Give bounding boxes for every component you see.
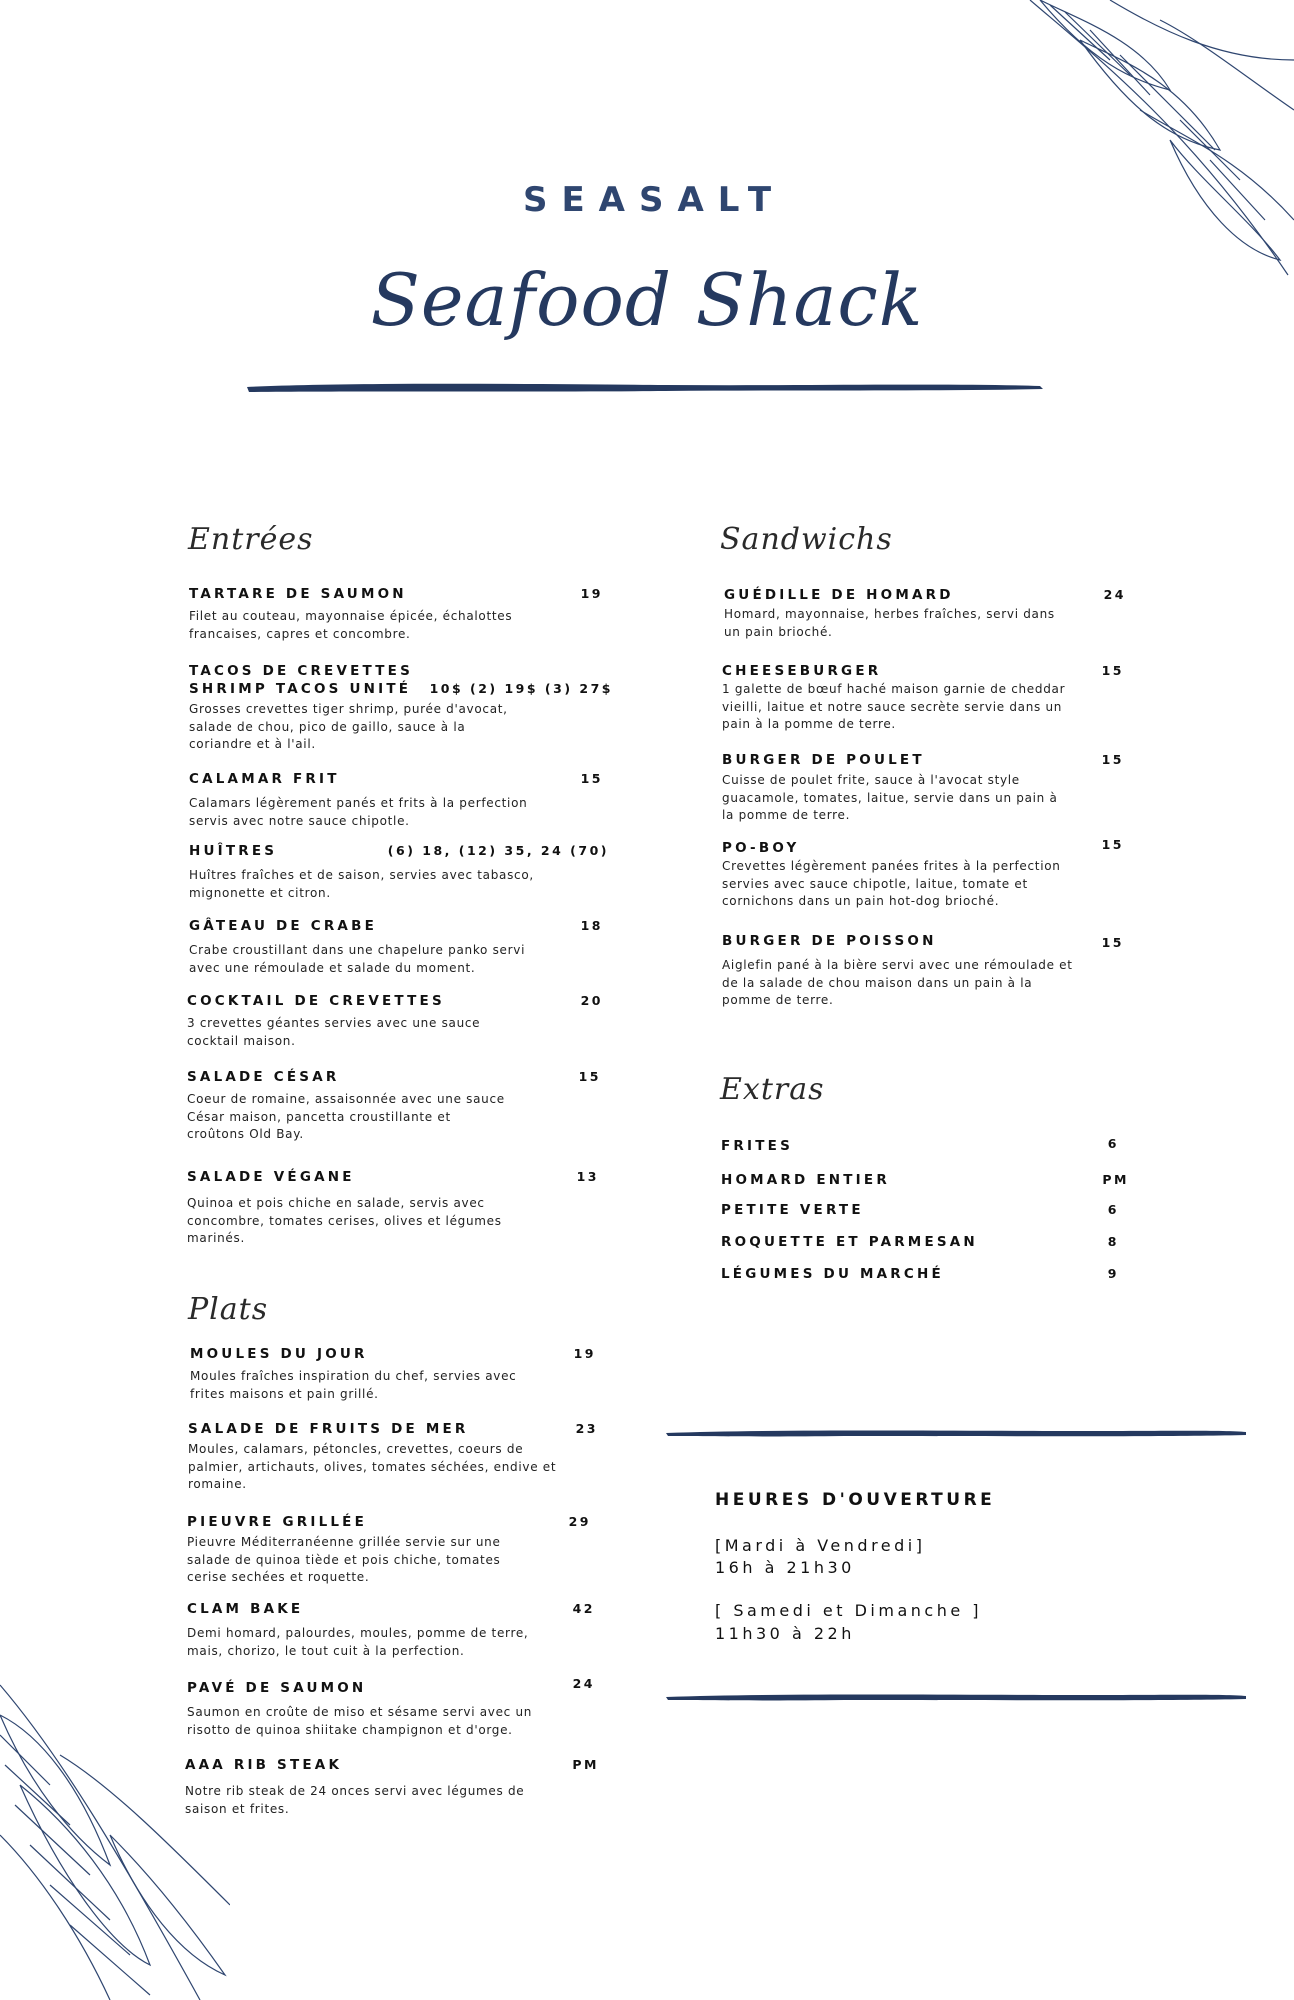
item-description: Cuisse de poulet frite, sauce à l'avocat style guacamole, tomates, laitue, servie dans un pain à la pomme de terre. [722, 773, 1058, 822]
item-description: Saumon en croûte de miso et sésame servi avec un risotto de quinoa shiitake champignon et d'orge. [187, 1705, 533, 1737]
brush-divider-hours-top [664, 1426, 1248, 1440]
item-description: Moules fraîches inspiration du chef, servies avec frites maisons et pain grillé. [190, 1369, 517, 1401]
item-price: 8 [1107, 1234, 1119, 1249]
hours-title: HEURES D'OUVERTURE [715, 1490, 996, 1510]
leaf-illustration-top-right-icon [1020, 0, 1294, 290]
item-price: PM [1102, 1172, 1129, 1187]
item-description: Crevettes légèrement panées frites à la perfection servies avec sauce chipotle, laitue, tomate et cornichons dans un pain hot-dog brioché. [722, 859, 1061, 908]
item-name: SALADE DE FRUITS DE MER [188, 1421, 469, 1437]
item-description: 1 galette de bœuf haché maison garnie de cheddar vieilli, laitue et notre sauce secrète servie dans un pain à la pomme de terre. [722, 682, 1066, 731]
hours-weekend-time: 11h30 à 22h [715, 1624, 855, 1643]
item-price: 10$ (2) 19$ (3) 27$ [429, 681, 613, 696]
item-description: Pieuvre Méditerranéenne grillée servie sur une salade de quinoa tiède et pois chiche, tomates cerise sechées et roquette. [187, 1535, 501, 1584]
item-description: Huîtres fraîches et de saison, servies avec tabasco, mignonette et citron. [189, 868, 534, 900]
item-description: Filet au couteau, mayonnaise épicée, échalottes francaises, capres et concombre. [189, 609, 513, 641]
item-name: SALADE CÉSAR [187, 1069, 340, 1085]
item-name: TACOS DE CREVETTES [189, 663, 414, 679]
item-name: MOULES DU JOUR [190, 1346, 368, 1362]
item-name: ROQUETTE ET PARMESAN [721, 1234, 978, 1250]
item-description: Homard, mayonnaise, herbes fraîches, servi dans un pain brioché. [724, 607, 1055, 639]
item-name: FRITES [721, 1138, 793, 1154]
item-price: 23 [575, 1421, 598, 1436]
item-name: BURGER DE POISSON [722, 933, 937, 949]
item-name: CALAMAR FRIT [189, 771, 340, 787]
item-price: 15 [580, 771, 603, 786]
item-price: 19 [580, 586, 603, 601]
item-price: 6 [1107, 1202, 1119, 1217]
brush-divider-top [245, 378, 1045, 396]
item-description: Quinoa et pois chiche en salade, servis avec concombre, tomates cerises, olives et légumes marinés. [187, 1196, 502, 1245]
item-name: TARTARE DE SAUMON [189, 586, 407, 602]
hours-weekend-label: [ Samedi et Dimanche ] [715, 1601, 983, 1620]
item-description: Demi homard, palourdes, moules, pomme de terre, mais, chorizo, le tout cuit à la perfection. [187, 1626, 529, 1658]
brand-name: SEASALT [522, 180, 786, 220]
item-name: HUÎTRES [189, 843, 278, 859]
hours-weekday-time: 16h à 21h30 [715, 1558, 855, 1577]
item-name-secondary: SHRIMP TACOS UNITÉ [189, 681, 412, 697]
item-description: Moules, calamars, pétoncles, crevettes, coeurs de palmier, artichauts, olives, tomates séchées, endive et romaine. [188, 1442, 557, 1491]
item-price: 42 [572, 1601, 595, 1616]
item-name: PO-BOY [722, 840, 800, 856]
item-price: 6 [1107, 1136, 1119, 1151]
item-price: 15 [578, 1069, 601, 1084]
section-title-extras: Extras [720, 1072, 825, 1107]
item-name: SALADE VÉGANE [187, 1169, 355, 1185]
item-price: 15 [1101, 752, 1124, 767]
item-price: 15 [1101, 837, 1124, 852]
item-name: HOMARD ENTIER [721, 1172, 890, 1188]
item-name: AAA RIB STEAK [185, 1757, 343, 1773]
item-name: COCKTAIL DE CREVETTES [187, 993, 445, 1009]
brush-divider-hours-bottom [664, 1690, 1248, 1704]
item-description: Grosses crevettes tiger shrimp, purée d'avocat, salade de chou, pico de gaillo, sauce à la coriandre et à l'ail. [189, 702, 508, 751]
item-price: 15 [1101, 663, 1124, 678]
item-name: LÉGUMES DU MARCHÉ [721, 1266, 944, 1282]
item-name: GÂTEAU DE CRABE [189, 918, 377, 934]
section-title-plats: Plats [188, 1292, 269, 1327]
item-price: 9 [1107, 1266, 1119, 1281]
section-title-entrees: Entrées [188, 522, 314, 557]
item-description: Aiglefin pané à la bière servi avec une rémoulade et de la salade de chou maison dans un pain à la pomme de terre. [722, 958, 1073, 1007]
item-description: Crabe croustillant dans une chapelure panko servi avec une rémoulade et salade du moment. [189, 943, 526, 975]
item-description: 3 crevettes géantes servies avec une sauce cocktail maison. [187, 1016, 481, 1048]
item-name: CLAM BAKE [187, 1601, 304, 1617]
item-price: 18 [580, 918, 603, 933]
restaurant-subtitle: Seafood Shack [370, 258, 924, 342]
item-price: (6) 18, (12) 35, 24 (70) [387, 843, 609, 858]
item-name: PETITE VERTE [721, 1202, 864, 1218]
item-price: 29 [568, 1514, 591, 1529]
item-name: PAVÉ DE SAUMON [187, 1680, 367, 1696]
item-price: 20 [580, 993, 603, 1008]
item-description: Coeur de romaine, assaisonnée avec une sauce César maison, pancetta croustillante et croûtons Old Bay. [187, 1092, 505, 1141]
item-name: PIEUVRE GRILLÉE [187, 1514, 368, 1530]
item-name: CHEESEBURGER [722, 663, 882, 679]
item-price: 13 [576, 1169, 599, 1184]
item-name: GUÉDILLE DE HOMARD [724, 587, 954, 603]
item-price: 19 [573, 1346, 596, 1361]
item-name: BURGER DE POULET [722, 752, 925, 768]
section-title-sandwichs: Sandwichs [720, 522, 893, 557]
item-description: Notre rib steak de 24 onces servi avec légumes de saison et frites. [185, 1784, 525, 1816]
item-description: Calamars légèrement panés et frits à la perfection servis avec notre sauce chipotle. [189, 796, 528, 828]
item-price: PM [572, 1757, 599, 1772]
item-price: 15 [1101, 935, 1124, 950]
item-price: 24 [572, 1676, 595, 1691]
hours-weekday-label: [Mardi à Vendredi] [715, 1536, 926, 1555]
item-price: 24 [1103, 587, 1126, 602]
